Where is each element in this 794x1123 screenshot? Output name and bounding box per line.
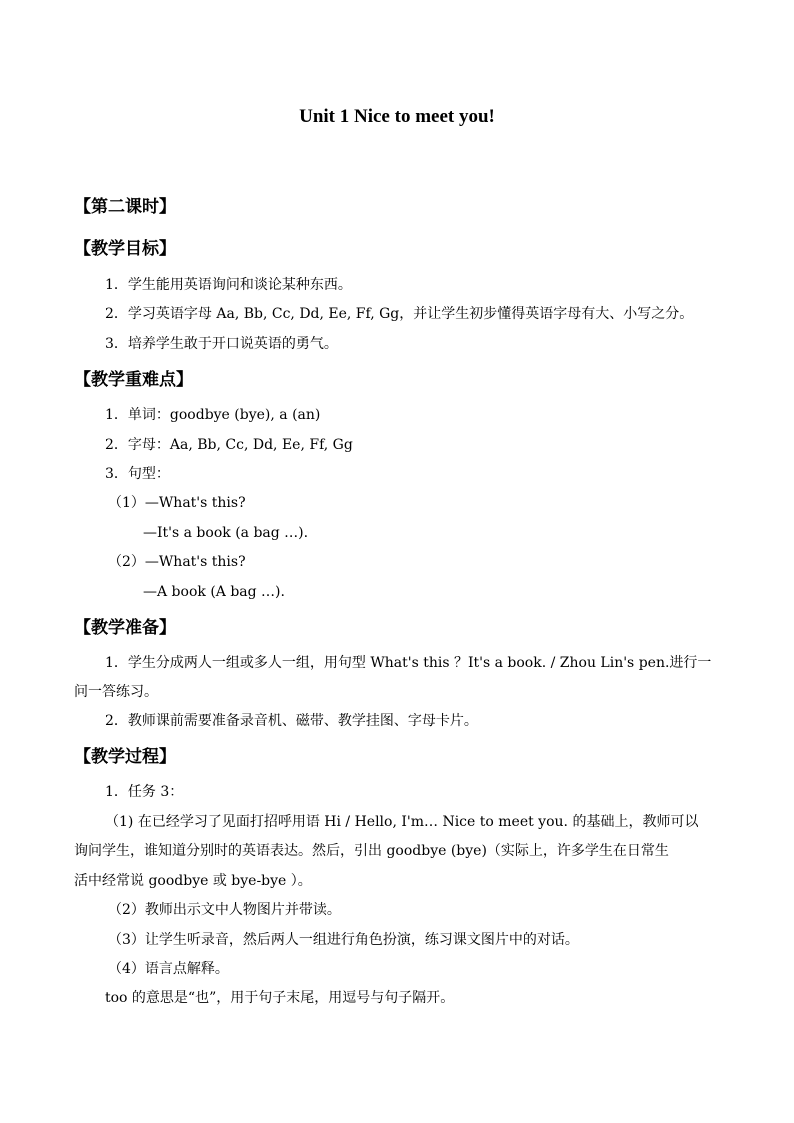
process-heading: 【教学过程】 [74, 747, 176, 767]
prep-heading: 【教学准备】 [74, 618, 176, 638]
goal-item: 3．培养学生敢于开口说英语的勇气。 [105, 336, 338, 352]
process-item: 询问学生，谁知道分别时的英语表达。然后，引出 goodbye (bye)（实际上，许多学生在日常生 [74, 843, 669, 859]
keypoint-item: —A book (A bag …). [143, 584, 285, 600]
process-item: too 的意思是“也”，用于句子末尾，用逗号与句子隔开。 [105, 990, 455, 1006]
goal-item: 1．学生能用英语询问和谈论某种东西。 [105, 277, 352, 293]
keypoint-item: 1．单词：goodbye (bye), a (an) [105, 407, 321, 423]
document-title: Unit 1 Nice to meet you! [299, 106, 495, 127]
keypoints-heading: 【教学重难点】 [74, 370, 193, 390]
lesson-heading: 【第二课时】 [74, 197, 176, 217]
process-item: 活中经常说 goodbye 或 bye-bye ）。 [74, 873, 312, 889]
process-item: （4）语言点解释。 [108, 961, 229, 977]
goals-heading: 【教学目标】 [74, 239, 176, 259]
prep-item: 1．学生分成两人一组或多人一组，用句型 What's this ？It's a book. / Zhou Lin's pen.进行一 [105, 655, 712, 671]
goal-item: 2．学习英语字母 Aa, Bb, Cc, Dd, Ee, Ff, Gg，并让学生初步懂得英语字母有大、小写之分。 [105, 306, 694, 322]
keypoint-item: 3．句型： [105, 466, 170, 482]
keypoint-item: —It's a book (a bag …). [143, 525, 309, 541]
keypoint-item: （2）—What's this? [108, 554, 246, 570]
process-item: 1．任务 3： [105, 784, 184, 800]
prep-item: 2．教师课前需要准备录音机、磁带、教学挂图、字母卡片。 [105, 713, 478, 729]
keypoint-item: 2．字母：Aa, Bb, Cc, Dd, Ee, Ff, Gg [105, 437, 353, 453]
process-item: （2）教师出示文中人物图片并带读。 [108, 902, 341, 918]
prep-item: 问一答练习。 [74, 684, 158, 700]
process-item: （1) 在已经学习了见面打招呼用语 Hi / Hello, I'm… Nice to meet you. 的基础上，教师可以 [105, 814, 699, 830]
process-item: （3）让学生听录音，然后两人一组进行角色扮演，练习课文图片中的对话。 [108, 932, 579, 948]
keypoint-item: （1）—What's this? [108, 495, 246, 511]
